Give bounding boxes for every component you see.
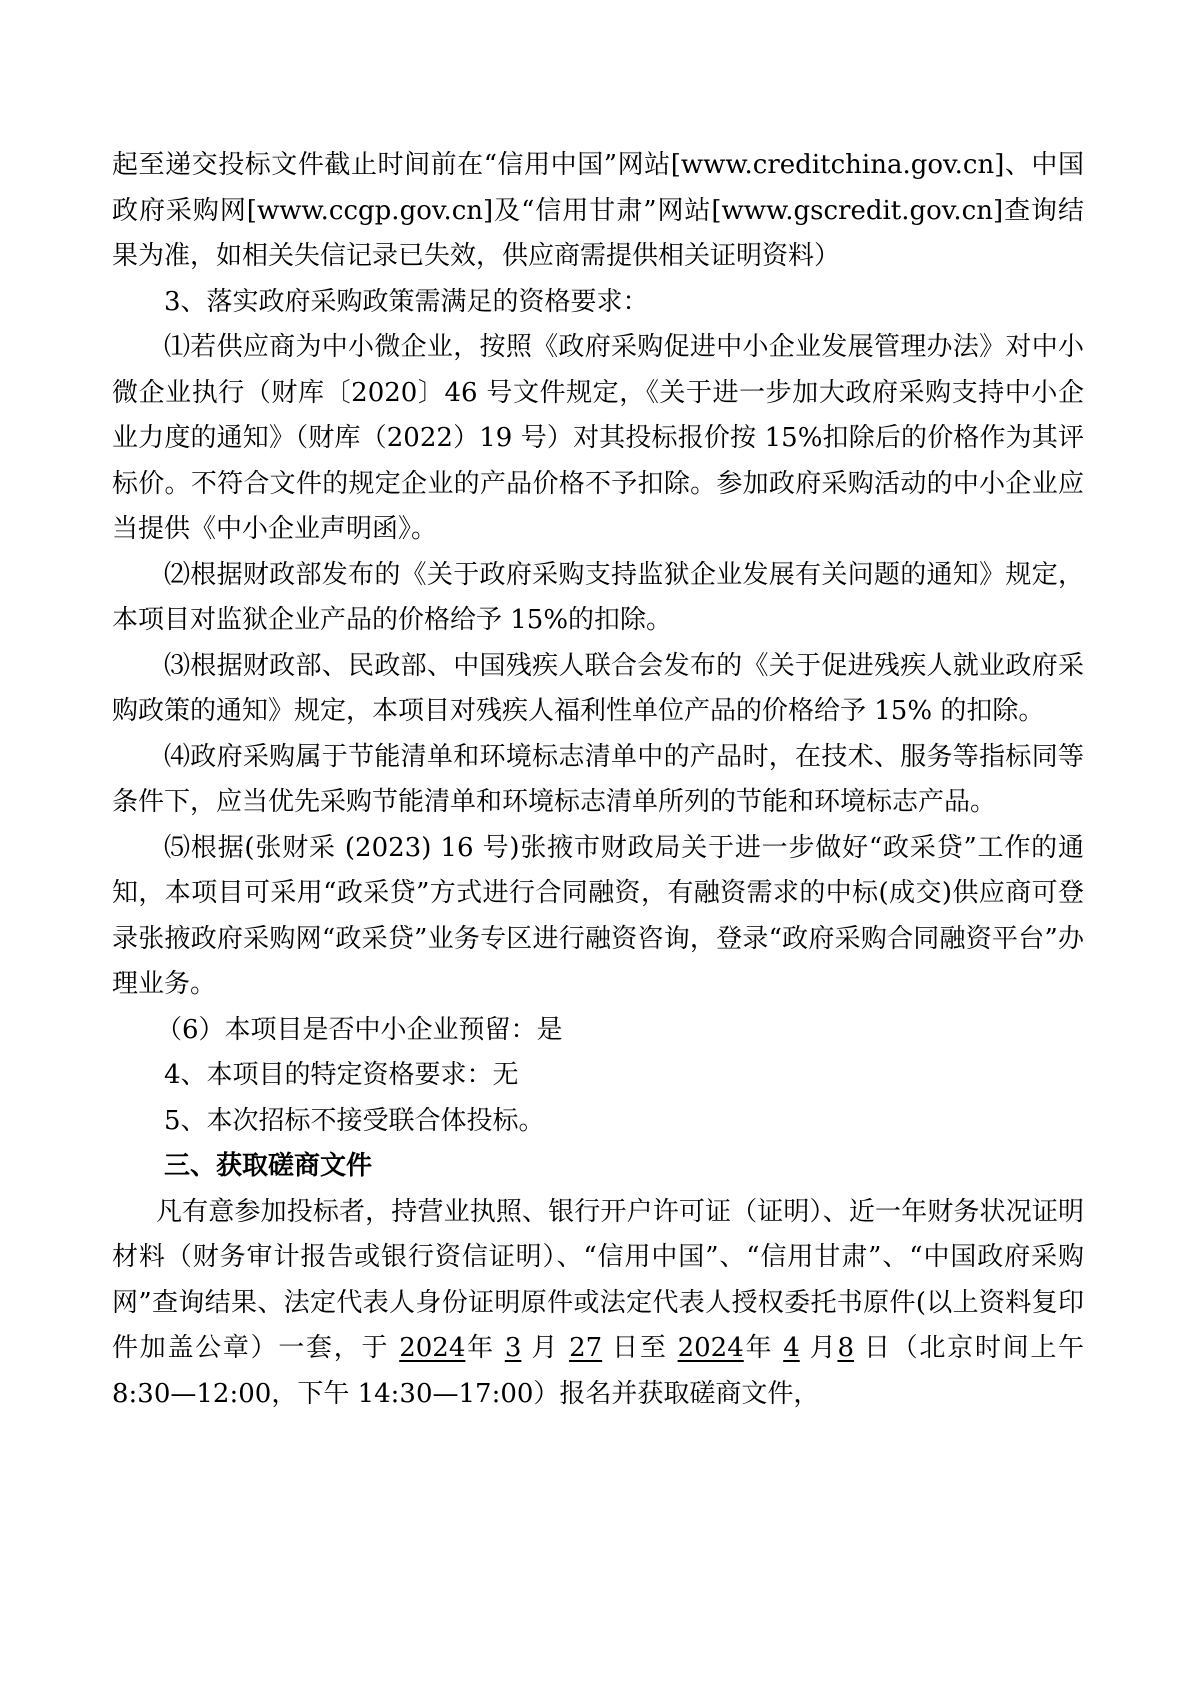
paragraph-sme-discount: ⑴若供应商为中小微企业，按照《政府采购促进中小企业发展管理办法》对中小微企业执行（财库〔2020〕46 号文件规定，《关于进一步加大政府采购支持中小企业力度的通知》（财库（2022）19 号）对其投标报价按 15%扣除后的价格作为其评标价。不符合文件的规定企业的产品价格不予扣除。参加政府采购活动的中小企业应当提供《中小企业声明函》。 (112, 332, 1084, 544)
month-label-1: 月 (521, 1333, 570, 1363)
obtain-text-after: 日（北京时间上午 8:30—12:00，下午 14:30—17:00）报名并获取磋商文件， (112, 1333, 1085, 1409)
start-day: 27 (569, 1333, 603, 1363)
paragraph-credit-check: 起至递交投标文件截止时间前在“信用中国”网站[www.creditchina.gov.cn]、中国政府采购网[www.ccgp.gov.cn]及“信用甘肃”网站[www.gscredit.gov.cn]查询结果为准，如相关失信记录已失效，供应商需提供相关证明资料） (112, 150, 1084, 271)
end-month: 4 (783, 1333, 800, 1363)
paragraph-financing: ⑸根据(张财采 (2023) 16 号)张掖市财政局关于进一步做好“政采贷”工作的通知，本项目可采用“政采贷”方式进行合同融资，有融资需求的中标(成交)供应商可登录张掖政府采购网“政采贷”业务专区进行融资咨询，登录“政府采购合同融资平台”办理业务。 (112, 832, 1084, 999)
paragraph-disabled-welfare: ⑶根据财政部、民政部、中国残疾人联合会发布的《关于促进残疾人就业政府采购政策的通知》规定，本项目对残疾人福利性单位产品的价格给予 15% 的扣除。 (112, 650, 1084, 726)
section-heading: 三、获取磋商文件 (164, 1151, 373, 1181)
paragraph-obtain-documents (112, 1190, 1084, 1418)
year-label-2: 年 (743, 1333, 784, 1363)
end-day: 8 (837, 1333, 854, 1363)
document-body (112, 143, 1084, 1417)
month-label-2: 月 (799, 1333, 838, 1363)
year-label-1: 年 (465, 1333, 505, 1363)
paragraph-energy-saving: ⑷政府采购属于节能清单和环境标志清单中的产品时，在技术、服务等指标同等条件下，应当优先采购节能清单和环境标志清单所列的节能和环境标志产品。 (112, 741, 1084, 817)
paragraph-specific-qualification: 4、本项目的特定资格要求：无 (164, 1060, 519, 1090)
paragraph-prison-enterprise: ⑵根据财政部发布的《关于政府采购支持监狱企业发展有关问题的通知》规定，本项目对监狱企业产品的价格给予 15%的扣除。 (112, 559, 1084, 635)
paragraph-no-consortium: 5、本次招标不接受联合体投标。 (164, 1105, 545, 1136)
paragraph-sme-reserved: （6）本项目是否中小企业预留：是 (156, 1014, 563, 1045)
start-year: 2024 (399, 1333, 466, 1363)
end-year: 2024 (677, 1333, 744, 1363)
obtain-text-before: 凡有意参加投标者，持营业执照、银行开户许可证（证明）、近一年财务状况证明材料（财务审计报告或银行资信证明）、“信用中国”、“信用甘肃”、“中国政府采购网”查询结果、法定代表人身份证明原件或法定代表人授权委托书原件(以上资料复印件加盖公章）一套，于 (112, 1196, 1084, 1363)
start-month: 3 (504, 1333, 522, 1363)
paragraph-policy-requirements: 3、落实政府采购政策需满足的资格要求： (164, 286, 649, 317)
day-label-1: 日至 (602, 1333, 678, 1363)
